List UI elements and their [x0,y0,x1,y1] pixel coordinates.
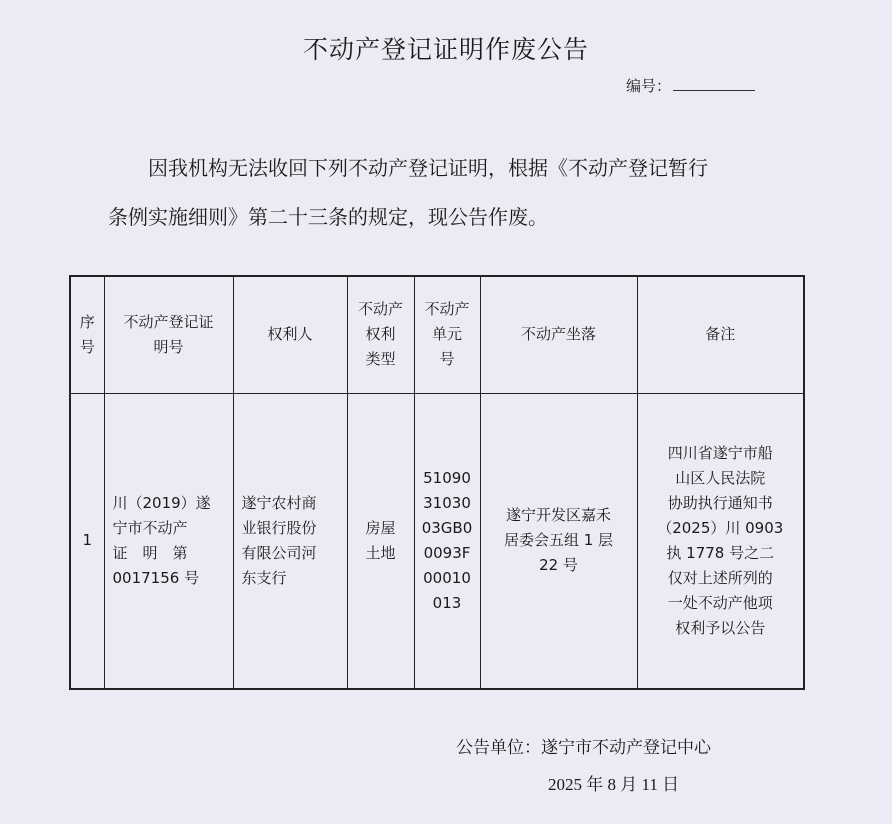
cell-location: 遂宁开发区嘉禾 居委会五组 1 层 22 号 [480,393,637,689]
issue-date: 2025 年 8 月 11 日 [548,775,680,794]
cell-cert-no: 川（2019）遂 宁市不动产 证 明 第 0017156 号 [104,393,233,689]
header-owner: 权利人 [233,276,347,393]
header-location: 不动产坐落 [480,276,637,393]
certificate-table [69,275,805,690]
header-seq: 序 号 [70,276,104,393]
document-number [626,74,755,96]
header-unit-no: 不动产 单元 号 [414,276,480,393]
announcement-text-line-1: 因我机构无法收回下列不动产登记证明，根据《不动产登记暂行 [148,156,708,180]
header-remark: 备注 [637,276,804,393]
header-cert-no: 不动产登记证 明号 [104,276,233,393]
header-right-type: 不动产 权利 类型 [347,276,414,393]
cell-seq: 1 [70,393,104,689]
announcement-text-line-2: 条例实施细则》第二十三条的规定，现公告作废。 [108,205,548,229]
cell-owner: 遂宁农村商 业银行股份 有限公司河 东支行 [233,393,347,689]
issuing-unit: 公告单位：遂宁市不动产登记中心 [456,738,711,758]
cell-unit-no: 51090 31030 03GB0 0093F 00010 013 [414,393,480,689]
page-title: 不动产登记证明作废公告 [302,35,589,64]
cell-right-type: 房屋 土地 [347,393,414,689]
document-number-blank [673,74,755,91]
cell-remark: 四川省遂宁市船 山区人民法院 协助执行通知书 （2025）川 0903 执 1778 号之二 仅对上述所列的 一处不动产他项 权利予以公告 [637,393,804,689]
table-header-row [70,276,804,393]
table-row [70,393,804,689]
document-number-label: 编号： [626,77,672,95]
